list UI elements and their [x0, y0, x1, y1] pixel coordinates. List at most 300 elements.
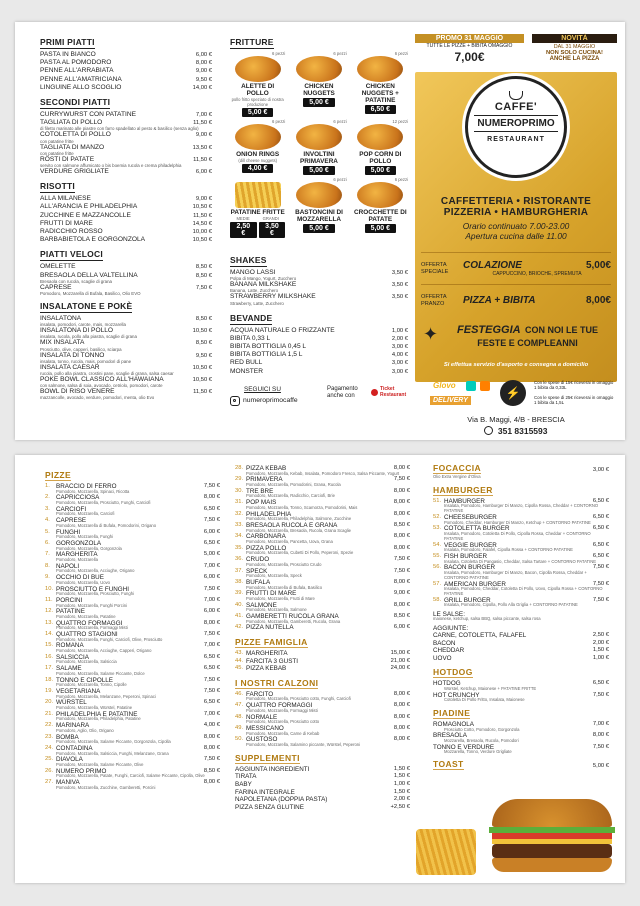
item-number: 7. — [45, 551, 50, 558]
menu-item — [40, 168, 212, 176]
item-price: 8,00 € — [203, 619, 220, 626]
party-icon: ✦ — [423, 323, 439, 344]
whatsapp-icon — [484, 426, 493, 435]
fritture-item — [291, 177, 346, 238]
bevanda-name: ACQUA NATURALE O FRIZZANTE — [230, 326, 335, 334]
fritture-price: 6,50 € — [365, 105, 396, 114]
item-number: 13. — [45, 619, 54, 626]
delivery-offer1: Con le spese di 15€ riceverai in omaggio 1 bibita da 0,33L — [534, 380, 614, 390]
aggiunte-title: AGGIUNTE: — [433, 624, 469, 632]
item-price: 7,00 € — [203, 710, 220, 717]
item-number: 28. — [235, 465, 244, 471]
item-price: 8,00 € — [393, 725, 410, 732]
pizze-title: PIZZE — [45, 470, 72, 480]
section-title: PRIMI PIATTI — [40, 37, 95, 47]
pizza-item — [235, 624, 410, 632]
item-desc: Pomodoro, Mozzarella, Acciughe, Origano — [56, 568, 135, 574]
menu-item — [40, 111, 212, 119]
offer-box — [421, 284, 611, 316]
burger-fries-photo — [410, 795, 622, 881]
item-desc: Insalata, Pomodoro, Cotoletta Di Pollo, Cipolla Rossa, Cheddar + CONTORNO PATATINE — [444, 530, 591, 541]
item-desc: Pomodoro, Mozzarella, Patate, Funghi, Carciofi, Salame Piccante, Cipolla, Olive — [56, 773, 205, 779]
delivery-badge: DELIVERY — [430, 396, 471, 405]
item-number: 12. — [45, 608, 54, 615]
item-name: BUFALA — [246, 578, 271, 586]
bevanda-item — [230, 351, 408, 359]
fritture-pieces: 6 pezzi — [333, 119, 347, 124]
item-name: CAPRESE — [56, 517, 87, 525]
item-price: 7,50 € — [203, 585, 220, 592]
item-desc: Pomodoro, Mozzarella, Formaggi Misti — [246, 707, 318, 713]
item-price: 7,00 € — [203, 596, 220, 603]
menu-item-name: LINGUINE ALLO SCOGLIO — [40, 83, 122, 91]
item-name: BABY — [235, 780, 252, 788]
offer-box — [421, 252, 611, 284]
item-number: 35. — [235, 544, 244, 551]
item-price: 1,50 € — [393, 773, 410, 780]
menu-item-name: INSALATA DI TONNO — [40, 351, 105, 359]
phone-number[interactable]: 351 8315593 — [497, 426, 548, 436]
item-number: 2. — [45, 494, 50, 501]
menu-item-name: OMELETTE — [40, 263, 76, 271]
item-price: 6,50 € — [592, 513, 609, 520]
item-price: 7,50 € — [203, 631, 220, 638]
food-photo-icon — [357, 56, 403, 82]
menu-item — [40, 51, 212, 59]
item-price: 6,00 € — [203, 528, 220, 535]
menu-item-price: 11,50 € — [193, 212, 212, 219]
menu-back-sheet — [15, 455, 625, 883]
fritture-pieces: 6 pezzi — [333, 51, 347, 56]
item-name: GAMBERETTI RUCOLA GRANA — [246, 613, 339, 621]
fritture-pieces: 6 pezzi — [272, 119, 286, 124]
item-name: DIAVOLA — [56, 756, 83, 764]
item-name: MESSICANO — [246, 725, 284, 733]
item-desc: Pomodoro, Mozzarella, Salsiccia, Funghi, Melanzane, Grana — [56, 750, 169, 756]
focaccia-price: 3,00 € — [592, 467, 609, 473]
item-desc: Insalata, Pomodoro, Hamburger Di Manzo, Cipolla Rossa, Cheddar + CONTORNO PATATINE — [444, 503, 599, 514]
item-name: PRIMAVERA — [246, 476, 283, 484]
instagram-handle[interactable]: numeroprimocaffe — [243, 397, 298, 405]
shake-desc: Strawberry, Latte, Zucchero — [230, 300, 284, 306]
item-price: 8,00 € — [393, 533, 410, 540]
food-photo-icon — [357, 182, 403, 208]
salse-text: maionese, ketchup, salsa BBQ, salsa piccante, salsa rosa — [433, 616, 541, 622]
item-number: 6. — [45, 539, 50, 546]
social-payment — [230, 386, 408, 406]
item-price: 8,00 € — [393, 702, 410, 709]
item-number: 46. — [235, 690, 244, 697]
item-name: PIZZA SENZA GLUTINE — [235, 803, 304, 811]
toast-row — [433, 755, 609, 772]
bevanda-item — [230, 359, 408, 367]
bevanda-name: RED BULL — [230, 359, 263, 367]
fritture-price: 5,00 € — [365, 166, 396, 175]
item-desc: Pomodoro, Mozzarella, Tonno, Scamorza, Pomodorini, Mais — [246, 504, 358, 510]
item-price: 2,00 € — [393, 796, 410, 803]
follow-label: SEGUICI SU — [244, 385, 281, 393]
item-name: CARCIOFI — [56, 505, 87, 513]
menu-item — [40, 263, 212, 271]
menu-item-price: 7,50 € — [195, 284, 212, 291]
menu-item-price: 9,00 € — [195, 132, 212, 139]
item-desc: Insalata, Pomodoro, Hamburger Di Manzo, Bacon, Cipolla Rossa, Cheddar + CONTORNO PATATINE — [444, 569, 587, 580]
deliveroo-icon — [466, 381, 476, 391]
item-price: 6,50 € — [203, 665, 220, 672]
fritture-price: 5,00 € — [365, 224, 396, 233]
salse-title: LE SALSE: — [433, 611, 465, 619]
menu-item-desc: rucola, pollo alla piastra, crostini pane, scaglie di grana, salsa caesar — [40, 371, 174, 377]
menu-item — [40, 236, 212, 244]
item-desc: Pomodoro, Mozzarella, Radicchio, Carciofi, Brie — [246, 493, 335, 499]
item-name: OCCHIO DI BUE — [56, 574, 104, 582]
festeggia-line2: FESTE E COMPLEANNI — [477, 338, 578, 348]
item-name: HOT CRUNCHY — [433, 691, 480, 699]
item-name: SALMONE — [246, 601, 277, 609]
item-price: 1,50 € — [592, 647, 609, 654]
item-number: 3. — [45, 505, 50, 512]
item-desc: Mozzarella, Bresaola, Rucola, Pomodori — [444, 738, 519, 744]
item-price: 2,50 € — [592, 631, 609, 638]
item-desc: Pomodoro, Mozzarella di Bufala, Basilico — [246, 584, 323, 590]
festeggia-line1b: CON NOI LE TUE — [525, 325, 599, 335]
bevanda-name: BIBITA BOTTIGLIA 0,45 L — [230, 343, 307, 351]
item-price: 7,50 € — [393, 556, 410, 563]
item-name: GUSTOSO — [246, 736, 278, 744]
item-number: 23. — [45, 733, 54, 740]
item-number: 50. — [235, 736, 244, 743]
item-price: 15,00 € — [390, 650, 410, 657]
menu-item-name: RÖSTI DI PATATE — [40, 155, 95, 163]
item-price: 8,00 € — [393, 690, 410, 697]
menu-item — [40, 195, 212, 203]
phone-row[interactable] — [415, 426, 617, 436]
column-fritture-bevande — [230, 22, 408, 440]
promo-text: TUTTE LE PIZZE + BIBITA OMAGGIO — [426, 43, 513, 49]
hours-line2: Apertura cucina dalle 11.00 — [465, 231, 567, 241]
item-name: MARGHERITA — [246, 650, 288, 658]
item-name: BRESAOLA — [433, 732, 467, 740]
item-price: 1,50 € — [393, 765, 410, 772]
bevanda-name: BIBITA 0,33 L — [230, 334, 271, 342]
fritture-name: POP CORN DI POLLO — [359, 151, 402, 165]
item-number: 41. — [235, 613, 244, 620]
menu-item-price: 6,00 € — [195, 169, 212, 176]
fritture-item — [353, 51, 408, 117]
bevanda-price: 1,00 € — [391, 327, 408, 334]
offer-title: COLAZIONE — [463, 260, 522, 271]
item-desc: Pomodoro, Mozzarella, Acciughe, Capperi, Origano — [56, 648, 152, 654]
fritture-name: INVOLTINI PRIMAVERA — [300, 151, 338, 165]
festeggia-banner — [423, 320, 611, 348]
menu-item — [40, 203, 212, 211]
logo-bottom: RESTAURANT — [487, 136, 545, 143]
menu-item-name: CURRYWURST CON PATATINE — [40, 111, 136, 119]
item-number: 4. — [45, 517, 50, 524]
menu-item-price: 10,50 € — [192, 364, 212, 371]
item-desc: Pomodoro, Mozzarella, Patatine — [56, 613, 116, 619]
item-name: CARNE, COTOLETTA, FALAFEL — [433, 631, 527, 639]
item-number: 11. — [45, 596, 53, 603]
menu-item-price: 11,50 € — [193, 389, 212, 396]
item-price: 8,00 € — [393, 499, 410, 506]
item-desc: Pomodoro, Mozzarella, Philadelphia, Salmone, Zucchine — [246, 516, 352, 522]
item-price: 7,50 € — [592, 580, 609, 587]
bevanda-price: 4,00 € — [391, 352, 408, 359]
item-number: 25. — [45, 756, 54, 763]
menu-item — [40, 228, 212, 236]
menu-item-name: TAGLIATA DI MANZO — [40, 143, 105, 151]
aggiunta-item — [433, 640, 609, 648]
item-desc: Pomodoro, Mozzarella, Carciofi — [56, 511, 115, 517]
item-number: 49. — [235, 725, 244, 732]
item-desc: Pomodoro, Mozzarella, Würstel, Patatine — [56, 705, 133, 711]
menu-item-price: 10,50 € — [192, 328, 212, 335]
toast-title: TOAST — [433, 759, 464, 770]
item-price: 1,00 € — [592, 654, 609, 661]
item-desc: Pomodoro, Mozzarella, Salsiccia — [56, 659, 117, 665]
menu-item-price: 9,50 € — [195, 76, 212, 83]
food-photo-icon — [235, 56, 281, 82]
item-name: SALAME — [56, 665, 82, 673]
menu-item-name: INSALATONA — [40, 315, 82, 323]
menu-item-price: 10,50 € — [192, 237, 212, 244]
item-desc: Pomodoro, Mozzarella, Tonno, Cipolle — [56, 682, 127, 688]
menu-item-name: ALLA MILANESE — [40, 195, 91, 203]
item-number: 38. — [235, 578, 244, 585]
item-name: FARCITA 3 GUSTI — [246, 657, 299, 665]
item-name: MARINARA — [56, 722, 90, 730]
fritture-name: CROCCHETTE DI PATATE — [354, 209, 407, 223]
famiglia-item — [235, 658, 410, 666]
fritture-name: ONION RINGS — [236, 151, 280, 158]
item-price: 8,00 € — [203, 779, 220, 786]
menu-item-desc: Bresaola con rucola, scaglie di grana — [40, 278, 112, 284]
item-desc: Pomodoro, Mozzarella, Philadelphia, Patatine — [56, 716, 141, 722]
item-name: MARGHERITA — [56, 551, 98, 559]
item-name: BRACCIO DI FERRO — [56, 483, 117, 490]
item-price: 7,50 € — [203, 676, 220, 683]
item-name: PIZZA POLLO — [246, 544, 287, 552]
item-desc: Pomodoro, Mozzarella, Gorgonzola — [56, 545, 122, 551]
item-price: 7,50 € — [203, 688, 220, 695]
bevanda-price: 2,00 € — [391, 335, 408, 342]
novita-badge: NOVITÀ — [532, 34, 617, 43]
promo-header — [415, 34, 617, 70]
item-number: 52. — [433, 513, 442, 520]
menu-item-desc: con patatine fritte — [40, 138, 74, 144]
item-number: 43. — [235, 650, 244, 657]
fritture-item — [230, 119, 285, 175]
bevanda-price: 3,00 € — [391, 368, 408, 375]
fritture-item — [291, 51, 346, 117]
item-price: 7,00 € — [203, 562, 220, 569]
item-name: PORCINI — [56, 596, 83, 604]
item-desc: Pomodoro, Mozzarella, Speck — [246, 573, 302, 579]
item-name: NAPOLI — [56, 562, 80, 570]
item-price: 6,50 € — [592, 525, 609, 532]
hamburger-title: HAMBURGER — [433, 484, 493, 495]
item-price: 6,50 € — [592, 680, 609, 687]
brand-line2: PIZZERIA • HAMBURGHERIA — [443, 207, 589, 218]
item-name: ROMANA — [56, 642, 84, 650]
item-number: 34. — [235, 533, 244, 540]
item-price: 8,00 € — [592, 732, 609, 739]
menu-item-price: 7,00 € — [195, 112, 212, 119]
menu-item-price: 10,50 € — [192, 204, 212, 211]
item-name: HAMBURGER — [444, 497, 485, 505]
item-name: NORMALE — [246, 713, 278, 721]
item-name: FUNGHI — [56, 528, 81, 536]
aggiunta-item — [433, 647, 609, 655]
item-price: 8,00 € — [203, 733, 220, 740]
food-photo-icon — [296, 182, 342, 208]
item-number: 40. — [235, 601, 244, 608]
item-price: 24,00 € — [390, 665, 410, 672]
item-price: 8,50 € — [393, 521, 410, 528]
item-price: 7,50 € — [203, 517, 220, 524]
fritture-price: 5,00 € — [303, 98, 334, 107]
fritture-price: 5,00 € — [303, 224, 334, 233]
item-name: PIZZA KEBAB — [246, 465, 287, 472]
item-number: 58. — [433, 596, 442, 603]
item-desc: Insalata, Pomodoro, Cheddar, Cotoletta Di Pollo, Uovo, Cipolla Rossa + CONTORNO PATATINE — [444, 586, 603, 596]
glovo-logo: Glovo — [433, 381, 456, 390]
item-desc: Pomodoro, Mozzarella, Salame Piccante, Gorgonzola, Cipolla — [56, 739, 171, 745]
delivery-box — [430, 380, 615, 410]
item-number: 55. — [433, 552, 442, 559]
item-name: FARCITO — [246, 690, 274, 698]
menu-item-desc: mazzancolle, avocado, verdure, pomodori, menta, olio Evo — [40, 395, 155, 401]
column-pizze-calzoni — [235, 455, 410, 883]
item-name: TRE BRE — [246, 487, 274, 495]
item-price: 6,00 € — [203, 574, 220, 581]
item-price: 7,50 € — [592, 596, 609, 603]
item-desc: Pomodoro, Mozzarella, Cubetti Di Pollo, Peperoni, Spezie — [246, 550, 354, 556]
menu-item-name: PENNE ALL'ARRABIATA — [40, 67, 114, 75]
item-price: 8,00 € — [393, 465, 410, 471]
item-name: AGGIUNTA INGREDIENTI — [235, 765, 310, 773]
instagram-icon[interactable] — [230, 396, 240, 406]
item-number: 18. — [45, 676, 54, 683]
item-number: 45. — [235, 665, 244, 672]
item-desc: Pomodoro, Mozzarella, Kebab, Insalata, Pomodoro Fresco, Salsa Piccante, Yogurt — [246, 470, 400, 476]
item-price: 8,50 € — [203, 767, 220, 774]
item-price: 6,50 € — [203, 699, 220, 706]
menu-item-desc: con patatine fritte — [40, 150, 74, 156]
fritture-name: CHICKEN NUGGETS + PATATINE — [361, 83, 399, 104]
fritture-price-grandi: 3,50 € — [259, 222, 286, 238]
item-price: 4,00 € — [203, 722, 220, 729]
item-number: 30. — [235, 487, 244, 494]
menu-item-price: 11,50 € — [193, 156, 212, 163]
bevanda-name: BIBITA BOTTIGLIA 1,5 L — [230, 351, 303, 359]
item-number: 1. — [45, 483, 50, 489]
novita-line3: ANCHE LA PIZZA — [549, 56, 600, 62]
menu-item-name: RADICCHIO ROSSO — [40, 228, 103, 236]
menu-item-price: 8,50 € — [195, 340, 212, 347]
item-price: 7,00 € — [592, 721, 609, 728]
menu-item-name: ALL'ARANCIA E PHILADELPHIA — [40, 203, 138, 211]
item-number: 21. — [45, 710, 54, 717]
fritture-item — [353, 119, 408, 175]
item-number: 51. — [433, 497, 442, 504]
menu-item — [40, 59, 212, 67]
item-desc: Pomodoro, Mozzarella di Bufala, Pomodorini, Origano — [56, 522, 157, 528]
item-desc: Pomodoro, Mozzarella, Prosciutto, Funghi, Carciofi — [56, 499, 151, 505]
item-desc: Pomodoro, Mozzarella, Prosciutto cotto, Funghi, Carciofi — [246, 696, 351, 702]
item-desc: Pomodoro, Mozzarella, Spinaci, Ricotta — [56, 488, 130, 494]
menu-front-sheet — [15, 22, 625, 440]
famiglia-item — [235, 650, 410, 658]
shake-price: 3,50 € — [391, 294, 408, 301]
menu-item-price: 8,50 € — [195, 316, 212, 323]
column-pizze — [45, 455, 220, 883]
fritture-pieces: 12 pezzi — [392, 119, 408, 124]
offer-price: 5,00€ — [585, 260, 611, 271]
item-desc: Pomodoro, Mozzarella — [56, 556, 98, 562]
item-name: ROMAGNOLA — [433, 721, 474, 729]
item-price: 6,00 € — [203, 608, 220, 615]
item-number: 8. — [45, 562, 50, 569]
item-price: 7,50 € — [393, 567, 410, 574]
item-number: 5. — [45, 528, 50, 535]
item-name: FISH BURGER — [444, 552, 488, 560]
menu-item-price: 14,50 € — [192, 220, 212, 227]
item-name: PIZZA KEBAB — [246, 665, 287, 673]
item-name: POP MAIS — [246, 499, 277, 507]
bevanda-item — [230, 335, 408, 343]
item-name: PIZZA NUTELLA — [246, 624, 294, 632]
food-photo-icon — [296, 56, 342, 82]
menu-item — [40, 220, 212, 228]
item-desc: Pomodoro, Mozzarella, Frutti di Mare — [246, 595, 315, 601]
item-name: GORGONZOLA — [56, 539, 102, 547]
famiglia-item — [235, 665, 410, 673]
item-price: 8,00 € — [393, 713, 410, 720]
item-name: NAPOLETANA (DOPPIA PASTA) — [235, 796, 328, 804]
item-price: 7,50 € — [592, 564, 609, 571]
menu-item — [40, 212, 212, 220]
menu-item-name: PASTA IN BIANCO — [40, 51, 96, 58]
focaccia-title: FOCACCIA — [433, 463, 482, 473]
shakes-title: SHAKES — [230, 255, 267, 265]
item-desc: Mozzarella, Tonno, Verdure Grigliate — [444, 749, 512, 755]
item-name: BACON — [433, 639, 456, 647]
item-desc: Pomodoro, Aglio, Olio, Origano — [56, 727, 114, 733]
shake-name: STRAWBERRY MILKSHAKE — [230, 293, 316, 301]
item-desc: Prosciutto Cotto, Pomodoro, Gorgonzola — [444, 726, 520, 732]
item-desc: Würstel, Ketchup, Maionese + PATATINE FRITTE — [444, 685, 537, 691]
item-number: 32. — [235, 510, 244, 517]
item-number: 24. — [45, 744, 54, 751]
item-name: CAPRICCIOSA — [56, 494, 100, 502]
fritture-name: PATATINE FRITTE — [230, 209, 285, 216]
fritture-name: ALETTE DI POLLO — [241, 83, 275, 97]
item-desc: Pomodoro, Cheddar, Hamburger Di Manzo, Ketchup + CONTORNO PATATINE — [444, 519, 591, 525]
item-name: QUATTRO FORMAGGI — [56, 619, 123, 627]
item-name: NUMERO PRIMO — [56, 767, 107, 775]
item-number: 27. — [45, 779, 54, 786]
item-number: 53. — [433, 525, 442, 532]
item-name: TIRATA — [235, 773, 257, 781]
offer-label: OFFERTA SPECIALE — [421, 262, 449, 275]
ticket-restaurant-logo — [371, 387, 408, 398]
size-grandi: GRANDI — [262, 216, 279, 221]
menu-item-price: 9,00 € — [195, 68, 212, 75]
menu-item-name: BRESAOLA DELLA VALTELLINA — [40, 271, 138, 279]
item-desc: Pomodoro, Mozzarella, Gamberetti, Rucola, Grana — [246, 618, 341, 624]
